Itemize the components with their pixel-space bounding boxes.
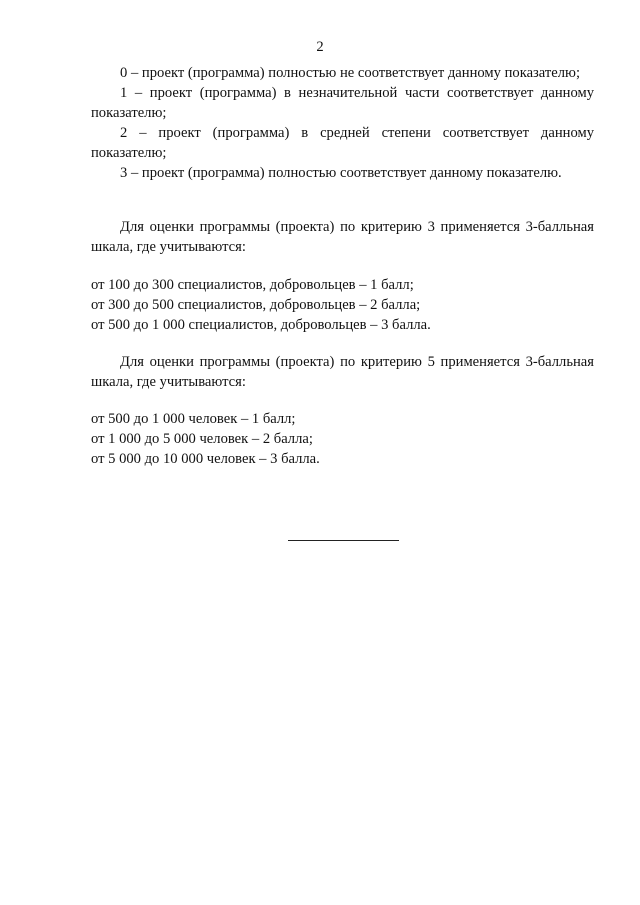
- score-scale-list: [91, 63, 594, 183]
- criterion5-item: от 5 000 до 10 000 человек – 3 балла.: [91, 451, 320, 467]
- criterion3-item: от 100 до 300 специалистов, добровольцев – 1 балл;: [91, 277, 414, 293]
- page-number: 2: [316, 39, 324, 55]
- criterion3-list: [91, 275, 594, 335]
- criterion3-section: [91, 217, 594, 257]
- criterion3-item: от 300 до 500 специалистов, добровольцев – 2 балла;: [91, 297, 421, 313]
- criterion3-intro: Для оценки программы (проекта) по критерию 3 применяется 3-балльная шкала, где учитываются:: [91, 219, 594, 255]
- criterion5-list: [91, 409, 594, 469]
- score-scale-item: 1 – проект (программа) в незначительной части соответствует данному показателю;: [91, 85, 594, 121]
- criterion3-item: от 500 до 1 000 специалистов, добровольцев – 3 балла.: [91, 317, 431, 333]
- score-scale-item: 0 – проект (программа) полностью не соответствует данному показателю;: [120, 65, 581, 81]
- criterion5-item: от 500 до 1 000 человек – 1 балл;: [91, 411, 296, 427]
- criterion5-section: [91, 352, 594, 392]
- score-scale-item: 3 – проект (программа) полностью соответствует данному показателю.: [120, 165, 562, 181]
- criterion5-item: от 1 000 до 5 000 человек – 2 балла;: [91, 431, 313, 447]
- criterion5-intro: Для оценки программы (проекта) по критерию 5 применяется 3-балльная шкала, где учитываются:: [91, 354, 594, 390]
- end-separator-line: [288, 540, 399, 541]
- score-scale-item: 2 – проект (программа) в средней степени соответствует данному показателю;: [91, 125, 594, 161]
